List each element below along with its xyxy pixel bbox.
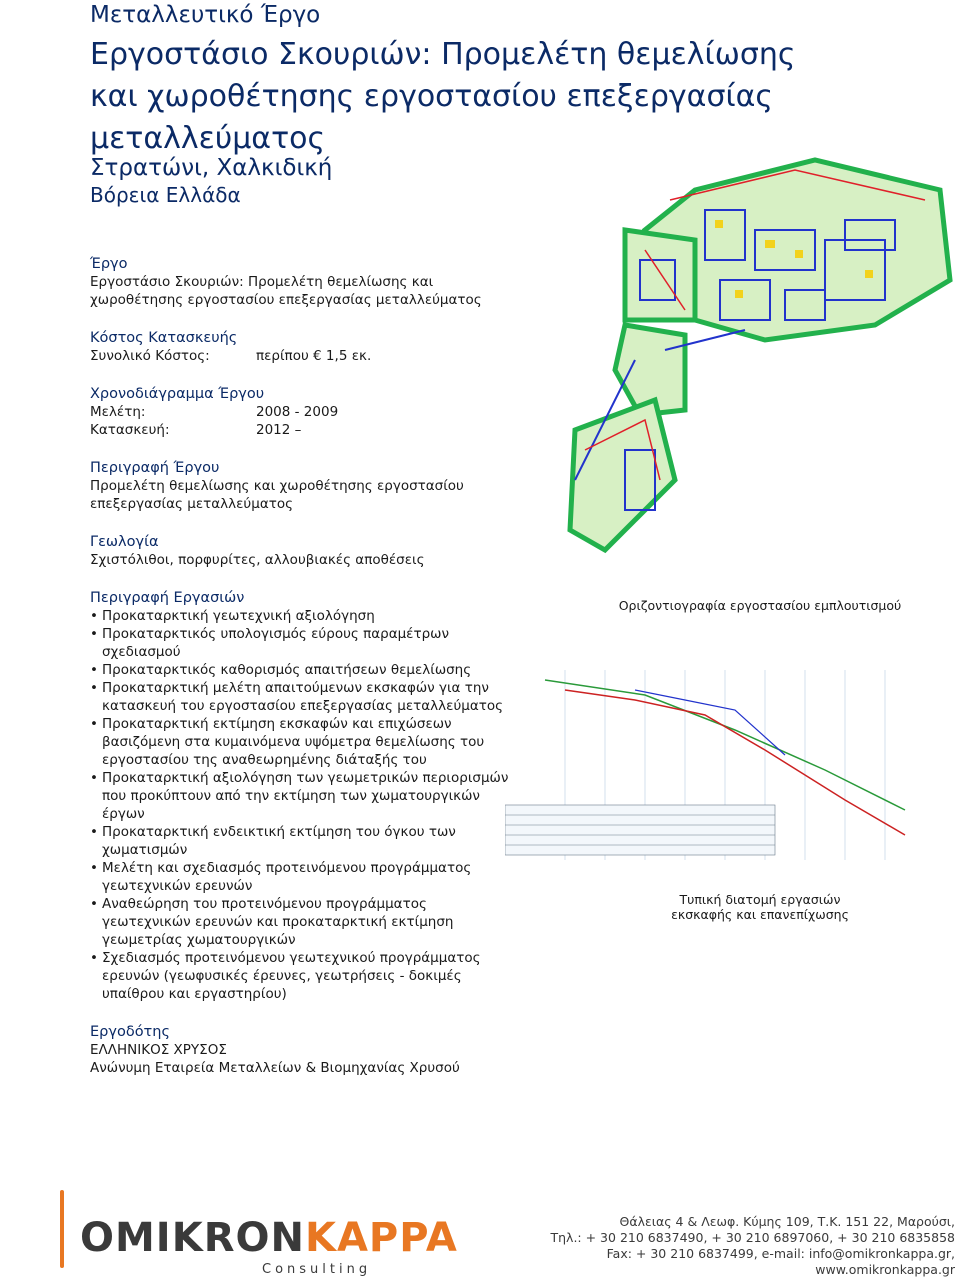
project-heading: Έργο (90, 256, 128, 272)
address-line: Θάλειας 4 & Λεωφ. Κύμης 109, Τ.Κ. 151 22, Μαρούσι, (619, 1214, 955, 1229)
project-info-column (90, 255, 510, 1097)
fax-email-line: Fax: + 30 210 6837499, e-mail: info@omikronkappa.gr, www.omikronkappa.gr (606, 1246, 955, 1277)
schedule-section (90, 385, 510, 439)
logo-text-kappa: KAPPA (304, 1215, 458, 1261)
geology-heading: Γεωλογία (90, 534, 159, 550)
cost-value: περίπου € 1,5 εκ. (256, 348, 372, 364)
location-line-2: Βόρεια Ελλάδα (90, 183, 241, 207)
description-heading: Περιγραφή Έργου (90, 460, 220, 476)
logo-text-omikron: OMIKRON (80, 1215, 305, 1261)
study-label: Μελέτη: (90, 404, 146, 420)
cost-heading: Κόστος Κατασκευής (90, 330, 238, 346)
page-category: Μεταλλευτικό Έργο (90, 2, 321, 28)
cost-section (90, 329, 510, 365)
cross-section-drawing (505, 660, 920, 880)
plant-plan-drawing (545, 150, 960, 590)
list-item: • Προκαταρκτική ενδεικτική εκτίμηση του όγκου των χωματισμών (90, 823, 510, 859)
plan-green-outline (570, 160, 950, 550)
geology-section (90, 533, 510, 569)
section-caption-line-2: εκσκαφής και επανεπίχωσης (671, 907, 849, 922)
company-logo (80, 1215, 458, 1261)
project-section (90, 255, 510, 309)
client-section (90, 1023, 510, 1077)
list-item: • Προκαταρκτική εκτίμηση εκσκαφών και επιχώσεων βασιζόμενη στα κυμαινόμενα υψόμετρα θεμελίωσης του εργοστασίου της αναθεωρημένης διάταξής του (90, 715, 510, 769)
geology-text: Σχιστόλιθοι, πορφυρίτες, αλλουβιακές αποθέσεις (90, 552, 425, 568)
page-title: Εργοστάσιο Σκουριών: Προμελέτη θεμελίωσης και χωροθέτησης εργοστασίου επεξεργασίας μεταλλεύματος (90, 37, 796, 156)
construction-value: 2012 – (256, 422, 302, 438)
logo-subtitle: Consulting (262, 1262, 372, 1277)
construction-label: Κατασκευή: (90, 422, 170, 438)
location-line-1: Στρατώνι, Χαλκιδική (90, 155, 333, 181)
client-line-1: ΕΛΛΗΝΙΚΟΣ ΧΡΥΣΟΣ (90, 1042, 227, 1058)
section-caption-line-1: Τυπική διατομή εργασιών (679, 892, 841, 907)
works-list (90, 607, 510, 1003)
cost-row (90, 347, 510, 365)
description-section (90, 459, 510, 513)
schedule-construction-row (90, 421, 510, 439)
list-item: • Προκαταρκτική αξιολόγηση των γεωμετρικών περιορισμών που προκύπτουν από την εκτίμηση των χωματουργικών έργων (90, 769, 510, 823)
list-item: • Σχεδιασμός προτεινόμενου γεωτεχνικού προγράμματος ερευνών (γεωφυσικές έρευνες, γεωτρήσεις - δοκιμές υπαίθρου και εργαστηρίου) (90, 949, 510, 1003)
list-item: • Αναθεώρηση του προτεινόμενου προγράμματος γεωτεχνικών ερευνών και προκαταρκτική εκτίμηση γεωμετρίας χωματουργικών (90, 895, 510, 949)
client-line-2: Ανώνυμη Εταιρεία Μεταλλείων & Βιομηχανίας Χρυσού (90, 1060, 460, 1076)
section-table (505, 805, 775, 855)
works-heading: Περιγραφή Εργασιών (90, 590, 245, 606)
description-text: Προμελέτη θεμελίωσης και χωροθέτησης εργοστασίου επεξεργασίας μεταλλεύματος (90, 478, 464, 512)
plan-caption: Οριζοντιογραφία εργοστασίου εμπλουτισμού (618, 598, 902, 613)
section-caption (600, 892, 920, 922)
list-item: • Μελέτη και σχεδιασμός προτεινόμενου προγράμματος γεωτεχνικών ερευνών (90, 859, 510, 895)
company-contact (500, 1214, 955, 1278)
list-item: • Προκαταρκτικός υπολογισμός εύρους παραμέτρων σχεδιασμού (90, 625, 510, 661)
list-item: • Προκαταρκτικός καθορισμός απαιτήσεων θεμελίωσης (90, 661, 510, 679)
list-item: • Προκαταρκτική γεωτεχνική αξιολόγηση (90, 607, 510, 625)
project-text: Εργοστάσιο Σκουριών: Προμελέτη θεμελίωσης και χωροθέτησης εργοστασίου επεξεργασίας μεταλλεύματος (90, 274, 482, 308)
schedule-heading: Χρονοδιάγραμμα Έργου (90, 386, 265, 402)
client-heading: Εργοδότης (90, 1024, 170, 1040)
footer-logo-bar (60, 1190, 64, 1268)
phones-line: Τηλ.: + 30 210 6837490, + 30 210 6897060, + 30 210 6835858 (550, 1230, 955, 1245)
list-item: • Προκαταρκτική μελέτη απαιτούμενων εκσκαφών για την κατασκευή του εργοστασίου επεξεργασίας μεταλλεύματος (90, 679, 510, 715)
works-section (90, 589, 510, 1003)
schedule-study-row (90, 403, 510, 421)
study-value: 2008 - 2009 (256, 404, 339, 420)
cost-label: Συνολικό Κόστος: (90, 348, 210, 364)
